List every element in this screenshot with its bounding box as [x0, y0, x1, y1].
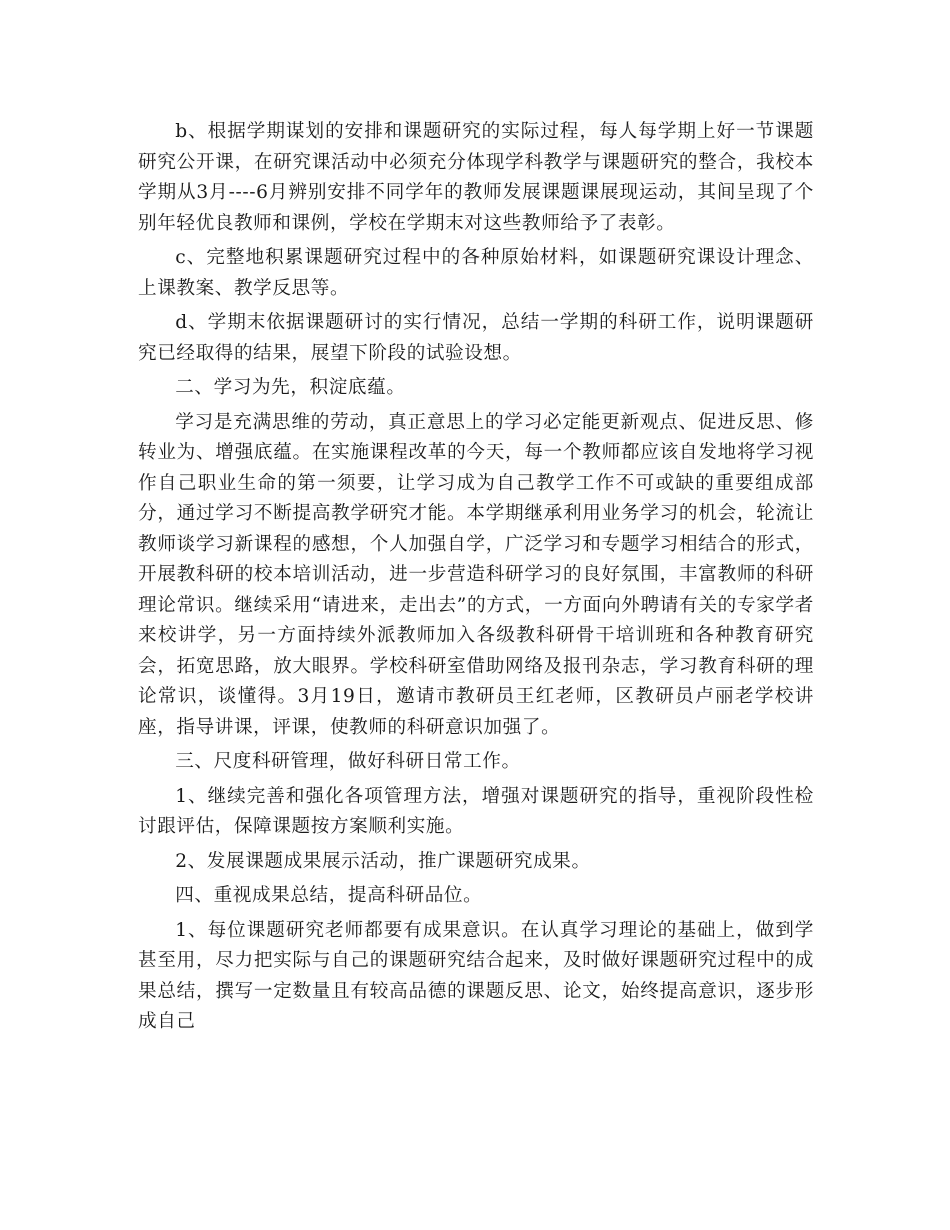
paragraph-d-summary: d、学期末依据课题研讨的实行情况，总结一学期的科研工作，说明课题研究已经取得的结果，展望下阶段的试验设想。 [138, 312, 814, 364]
paragraph-3-2: 2、发展课题成果展示活动，推广课题研究成果。 [175, 850, 591, 872]
paragraph-c-materials: c、完整地积累课题研究过程中的各种原始材料，如课题研究课设计理念、上课教案、教学反思等。 [138, 247, 814, 299]
paragraph-learning: 学习是充满思维的劳动，真正意思上的学习必定能更新观点、促进反思、修转业为、增强底蕴。在实施课程改革的今天，每一个教师都应该自发地将学习视作自己职业生命的第一须要，让学习成为自己教学工作不可或缺的重要组成部分，通过学习不断提高教学研究才能。本学期继承利用业务学习的机会，轮流让教师谈学习新课程的感想，个人加强自学，广泛学习和专题学习相结合的形式，开展教科研的校本培训活动，进一步营造科研学习的良好氛围，丰富教师的科研理论常识。继续采用“请进来，走出去”的方式，一方面向外聘请有关的专家学者来校讲学，另一方面持续外派教师加入各级教科研骨干培训班和各种教育研究会，拓宽思路，放大眼界。学校科研室借助网络及报刊杂志，学习教育科研的理论常识，谈懂得。3月19日，邀请市教研员王红老师，区教研员卢丽老学校讲座，指导讲课，评课，使教师的科研意识加强了。 [138, 411, 814, 738]
document-body [138, 117, 814, 1042]
paragraph-3-1: 1、继续完善和强化各项管理方法，增强对课题研究的指导，重视阶段性检讨跟评估，保障课题按方案顺利实施。 [138, 785, 814, 837]
paragraph-b-research-lessons: b、根据学期谋划的安排和课题研究的实际过程，每人每学期上好一节课题研究公开课，在研究课活动中必须充分体现学科教学与课题研究的整合，我校本学期从3月----6月辨别安排不同学年的教师发展课题课展现运动，其间呈现了个别年轻优良教师和课例，学校在学期末对这些教师给予了表彰。 [138, 121, 814, 234]
paragraph-4-1: 1、每位课题研究老师都要有成果意识。在认真学习理论的基础上，做到学甚至用，尽力把实际与自己的课题研究结合起来，及时做好课题研究过程中的成果总结，撰写一定数量且有较高品德的课题反思、论文，始终提高意识，逐步形成自己 [138, 919, 814, 1032]
section-heading-2: 二、学习为先，积淀底蕴。 [175, 377, 406, 398]
section-heading-4: 四、重视成果总结，提高科研品位。 [175, 885, 483, 906]
section-heading-3: 三、尺度科研管理，做好科研日常工作。 [175, 751, 521, 772]
